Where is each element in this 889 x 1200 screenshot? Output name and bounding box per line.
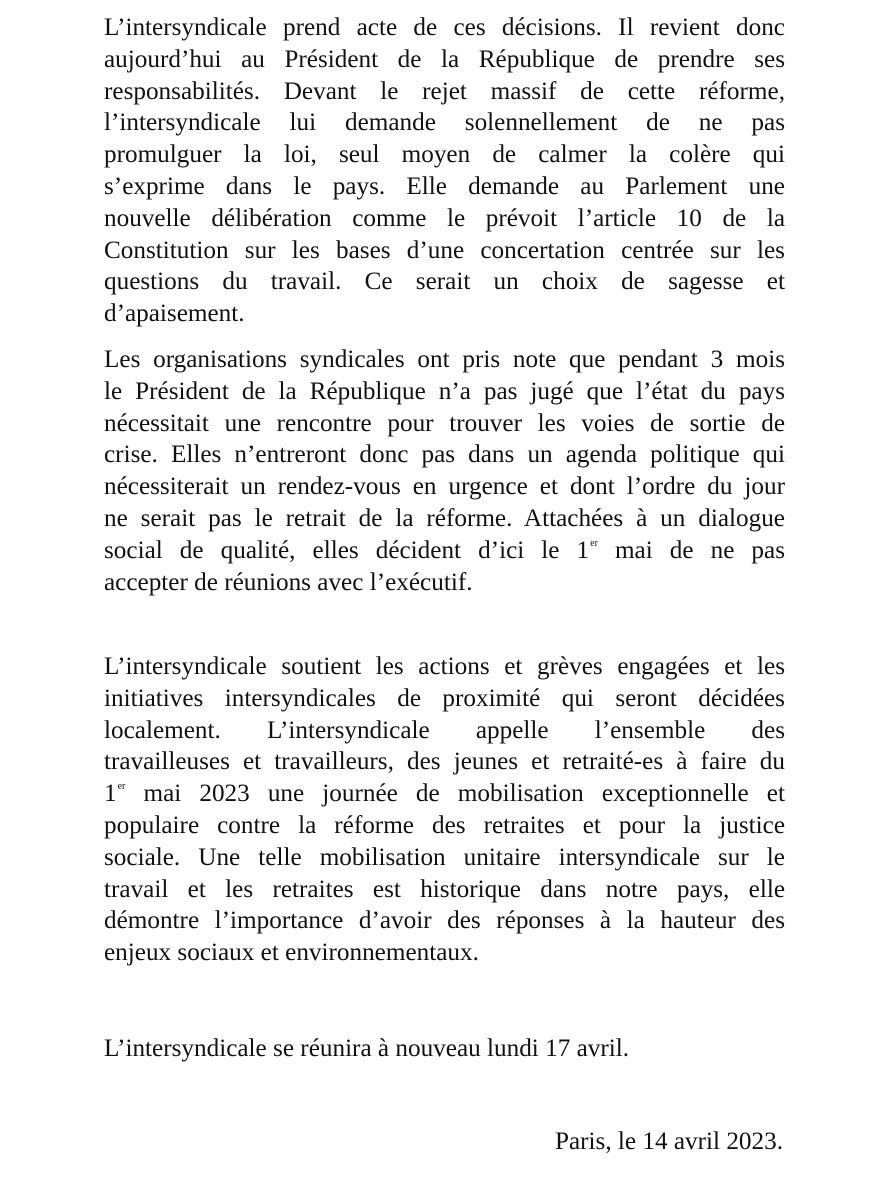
paragraph-line: aujourd’hui au Président de la République de prendre ses — [104, 45, 785, 73]
paragraph-line: enjeux sociaux et environnementaux. — [104, 939, 479, 967]
line-text: mai de ne pas — [597, 536, 786, 564]
paragraph-mobilisation — [104, 651, 785, 969]
paragraph-line: crise. Elles n’entreront donc pas dans un agenda politique qui — [104, 441, 785, 469]
paragraph-line: responsabilités. Devant le rejet massif de cette réforme, — [104, 77, 785, 105]
paragraph-line: populaire contre la réforme des retraites et pour la justice — [104, 811, 785, 839]
paragraph-line: travailleuses et travailleurs, des jeunes et retraité-es à faire du — [104, 748, 785, 776]
line-text: 1 — [104, 780, 117, 808]
paragraph-line: L’intersyndicale prend acte de ces décisions. Il revient donc — [104, 14, 785, 41]
ordinal-superscript: er — [117, 781, 126, 793]
paragraph-line: s’exprime dans le pays. Elle demande au Parlement une — [104, 172, 785, 200]
paragraph-line: sociale. Une telle mobilisation unitaire intersyndicale sur le — [104, 843, 785, 871]
paragraph-line: l’intersyndicale lui demande solennellement de ne pas — [104, 109, 785, 137]
date-signature: Paris, le 14 avril 2023. — [554, 1128, 783, 1155]
paragraph-line: localement. L’intersyndicale appelle l’ensemble des — [104, 716, 785, 744]
paragraph-line: travail et les retraites est historique dans notre pays, elle — [104, 875, 785, 903]
paragraph-next-meeting — [104, 1033, 785, 1065]
paragraph-line: le Président de la République n’a pas jugé que l’état du pays — [104, 377, 785, 405]
line-text: social de qualité, elles décident d’ici le 1 — [104, 536, 590, 564]
paragraph-line: nouvelle délibération comme le prévoit l’article 10 de la — [104, 204, 785, 232]
paragraph-line: nécessiterait un rendez-vous en urgence et dont l’ordre du jour — [104, 473, 785, 501]
paragraph-line: L’intersyndicale se réunira à nouveau lundi 17 avril. — [104, 1035, 630, 1062]
paragraph-line: promulguer la loi, seul moyen de calmer la colère qui — [104, 141, 785, 169]
line-text: mai 2023 une journée de mobilisation exceptionnelle et — [125, 780, 785, 808]
ordinal-superscript: er — [590, 537, 598, 549]
paragraph-line: nécessitait une rencontre pour trouver les voies de sortie de — [104, 409, 785, 437]
paragraph-line: L’intersyndicale soutient les actions et grèves engagées et les — [104, 653, 785, 680]
paragraph-line: Les organisations syndicales ont pris note que pendant 3 mois — [104, 346, 785, 373]
paragraph-line: démontre l’importance d’avoir des réponses à la hauteur des — [104, 907, 785, 935]
paragraph-line: initiatives intersyndicales de proximité qui seront décidées — [104, 684, 785, 712]
paragraph-line — [104, 778, 785, 810]
paragraph-line: ne serait pas le retrait de la réforme. Attachées à un dialogue — [104, 504, 785, 532]
paragraph-organisations-syndicales — [104, 344, 785, 598]
paragraph-line: accepter de réunions avec l’exécutif. — [104, 568, 473, 596]
paragraph-line: questions du travail. Ce serait un choix de sagesse et — [104, 268, 785, 296]
paragraph-line: Constitution sur les bases d’une concertation centrée sur les — [104, 236, 785, 264]
paragraph-line — [104, 535, 785, 567]
paragraph-line: d’apaisement. — [104, 300, 245, 328]
paragraph-intersyndicale-decisions — [104, 12, 785, 330]
